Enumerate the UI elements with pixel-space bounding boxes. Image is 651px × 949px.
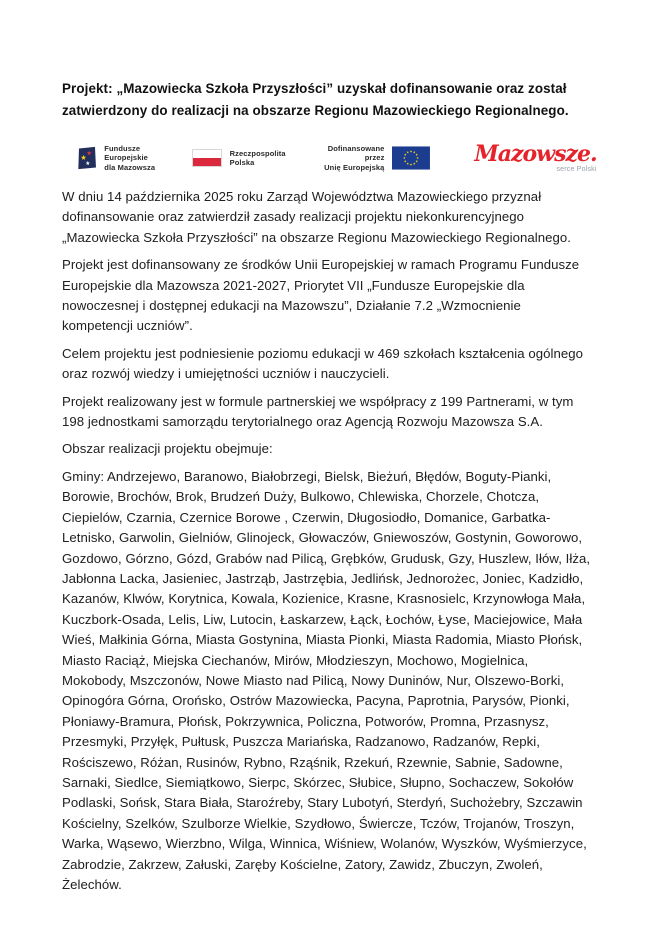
mazowsze-tagline: serce Polski: [556, 166, 597, 173]
eu-funding-logo: [320, 144, 431, 173]
page-title: Projekt: „Mazowiecka Szkoła Przyszłości” uzyskał dofinansowanie oraz został zatwierdzony do realizacji na obszarze Regionu Mazowieckiego Regionalnego.: [62, 81, 569, 118]
paragraph-gminy-list: Gminy: Andrzejewo, Baranowo, Białobrzegi, Bielsk, Bieżuń, Błędów, Boguty-Pianki, Borowie, Brochów, Brok, Brudzeń Duży, Bulkowo, Chlewiska, Chorzele, Chotcza, Ciepielów, Czarnia, Czernice Borowe , Czerwin, Długosiodło, Domanice, Garbatka-Letnisko, Garwolin, Gielniów, Glinojeck, Głowaczów, Gniewoszów, Gostynin, Goworowo, Gozdowo, Górzno, Gózd, Grabów nad Pilicą, Grębków, Grudusk, Gzy, Huszlew, Iłów, Iłża, Jabłonna Lacka, Jasieniec, Jastrząb, Jastrzębia, Jedlińsk, Jednorożec, Joniec, Kadzidło, Kazanów, Klwów, Korytnica, Kowala, Kozienice, Krasne, Krasnosielc, Krzynowłoga Mała, Kuczbork-Osada, Lelis, Liw, Lutocin, Łaskarzew, Łąck, Łochów, Łyse, Maciejowice, Mała Wieś, Małkinia Górna, Miasta Gostynina, Miasta Pionki, Miasta Radomia, Miasto Płońsk, Miasto Raciąż, Miejska Ciechanów, Mirów, Młodzieszyn, Mochowo, Mogielnica, Mokobody, Mszczonów, Nowe Miasto nad Pilicą, Nowy Duninów, Nur, Olszewo-Borki, Opinogóra Górna, Orońsko, Ostrów Mazowiecka, Pacyna, Paprotnia, Parysów, Pionki, Płoniawy-Bramura, Płońsk, Pokrzywnica, Policzna, Potworów, Promna, Przasnysz, Przesmyki, Przyłęk, Pułtusk, Puszcza Mariańska, Radzanowo, Radzanów, Repki, Rościszewo, Różan, Rusinów, Rybno, Rząśnik, Rzekuń, Rzewnie, Sabnie, Sadowne, Sarnaki, Siedlce, Siemiątkowo, Sierpc, Skórzec, Słubice, Słupno, Sochaczew, Sokołów Podlaski, Sońsk, Stara Biała, Staroźreby, Stary Lubotyń, Sterdyń, Suchożebry, Szczawin Kościelny, Szelków, Szulborze Wielkie, Szydłowo, Świercze, Tczów, Trojanów, Troszyn, Warka, Wąsewo, Wierzbno, Wilga, Winnica, Wiśniew, Wolanów, Wyszków, Wyśmierzyce, Zabrodzie, Zakrzew, Załuski, Zaręby Kościelne, Zatory, Zawidz, Zbuczyn, Zwoleń, Żelechów.: [62, 468, 591, 892]
paragraph-area-intro: Obszar realizacji projektu obejmuje:: [62, 441, 273, 457]
fe-logo-label-line2: dla Mazowsza: [104, 162, 156, 172]
poland-label-line1: Rzeczpospolita: [229, 148, 286, 158]
mazowsze-wordmark: Mazowsze.: [474, 141, 597, 167]
paragraph-project-goal: Celem projektu jest podniesienie poziomu edukacji w 469 szkołach kształcenia ogólnego oraz rozwój wiedzy i umiejętności uczniów i nauczycieli.: [62, 345, 584, 382]
logo-bar: [62, 138, 597, 178]
eu-funding-label: [320, 144, 385, 173]
document-body: [62, 187, 591, 895]
poland-flag-icon: [192, 149, 222, 167]
poland-logo: [192, 149, 286, 168]
fe-logo-label: [104, 144, 157, 173]
poland-label-line2: Polska: [229, 158, 255, 167]
eu-flag-icon: [392, 144, 430, 172]
paragraph-partnership: Projekt realizowany jest w formule partnerskiej we współpracy z 199 Partnerami, w tym 198 jednostkami samorządu terytorialnego oraz Agencją Rozwoju Mazowsza S.A.: [62, 393, 574, 430]
poland-logo-label: [230, 149, 286, 168]
eu-label-line1: Dofinansowane przez: [327, 143, 385, 163]
fe-logo-label-line1: Fundusze Europejskie: [104, 143, 148, 163]
mazowsze-logo: [474, 143, 596, 173]
fe-flag-icon: [78, 141, 96, 175]
eu-label-line2: Unię Europejską: [324, 162, 385, 172]
paragraph-funding-program: Projekt jest dofinansowany ze środków Unii Europejskiej w ramach Programu Fundusze Europejskie dla Mazowsza 2021-2027, Priorytet VII „Fundusze Europejskie dla nowoczesnej i dostępnej edukacji na Mazowszu”, Działanie 7.2 „Wzmocnienie kompetencji uczniów”.: [62, 257, 580, 334]
paragraph-grant-decision: W dniu 14 października 2025 roku Zarząd Województwa Mazowieckiego przyznał dofinansowanie oraz zatwierdził zasady realizacji projektu niekonkurencyjnego „Mazowiecka Szkoła Przyszłości” na obszarze Regionu Mazowieckiego Regionalnego.: [62, 189, 571, 245]
fe-mazowsze-logo: [78, 141, 158, 175]
